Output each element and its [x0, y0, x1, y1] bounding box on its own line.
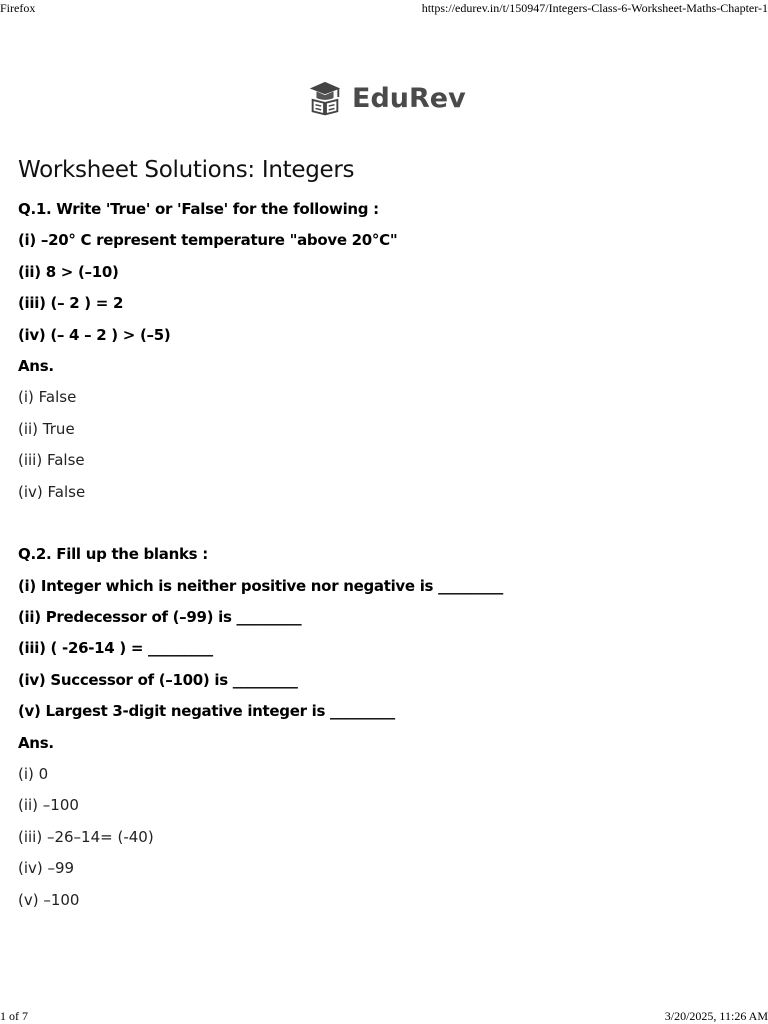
- q2-item: (iv) Successor of (–100) is _________: [18, 670, 298, 689]
- q1-answer: (ii) True: [18, 419, 75, 438]
- logo-text: EduRev: [352, 82, 466, 114]
- q1-heading: Q.1. Write 'True' or 'False' for the following :: [18, 200, 379, 218]
- page-indicator: 1 of 7: [0, 1009, 28, 1023]
- q2-item: (iii) ( -26-14 ) = _________: [18, 639, 213, 658]
- q2-heading: Q.2. Fill up the blanks :: [18, 545, 208, 564]
- q2-item: (v) Largest 3-digit negative integer is _________: [18, 702, 395, 721]
- q1-item: (iv) (– 4 – 2 ) > (–5): [18, 325, 171, 344]
- q1-item: (ii) 8 > (–10): [18, 262, 119, 281]
- q1-answer: (iii) False: [18, 451, 85, 470]
- q2-answer: (iv) –99: [18, 859, 75, 878]
- page-title: Worksheet Solutions: Integers: [18, 157, 355, 183]
- q2-answer: (v) –100: [18, 890, 80, 909]
- edurev-logo[interactable]: [306, 78, 466, 118]
- q1-answer: (iv) False: [18, 482, 86, 501]
- q2-answer: (i) 0: [18, 765, 49, 784]
- q1-item: (iii) (– 2 ) = 2: [18, 294, 124, 313]
- q2-item: (i) Integer which is neither positive nor negative is _________: [18, 576, 503, 595]
- section-spacer: [18, 508, 758, 539]
- q2-answer: (iii) –26–14= (-40): [18, 827, 154, 846]
- browser-app-name: Firefox: [0, 1, 36, 15]
- print-timestamp: 3/20/2025, 11:26 AM: [664, 1009, 768, 1023]
- graduation-cap-book-icon: [306, 79, 344, 117]
- worksheet-content: [18, 150, 758, 916]
- q1-answer-label: Ans.: [18, 356, 54, 375]
- page-url: https://edurev.in/t/150947/Integers-Class-6-Worksheet-Maths-Chapter-1: [421, 1, 768, 15]
- q2-answer-label: Ans.: [18, 733, 54, 752]
- q1-item: (i) –20° C represent temperature "above 20°C": [18, 231, 398, 250]
- q1-answer: (i) False: [18, 388, 77, 407]
- q2-item: (ii) Predecessor of (–99) is _________: [18, 608, 302, 627]
- q2-answer: (ii) –100: [18, 796, 79, 815]
